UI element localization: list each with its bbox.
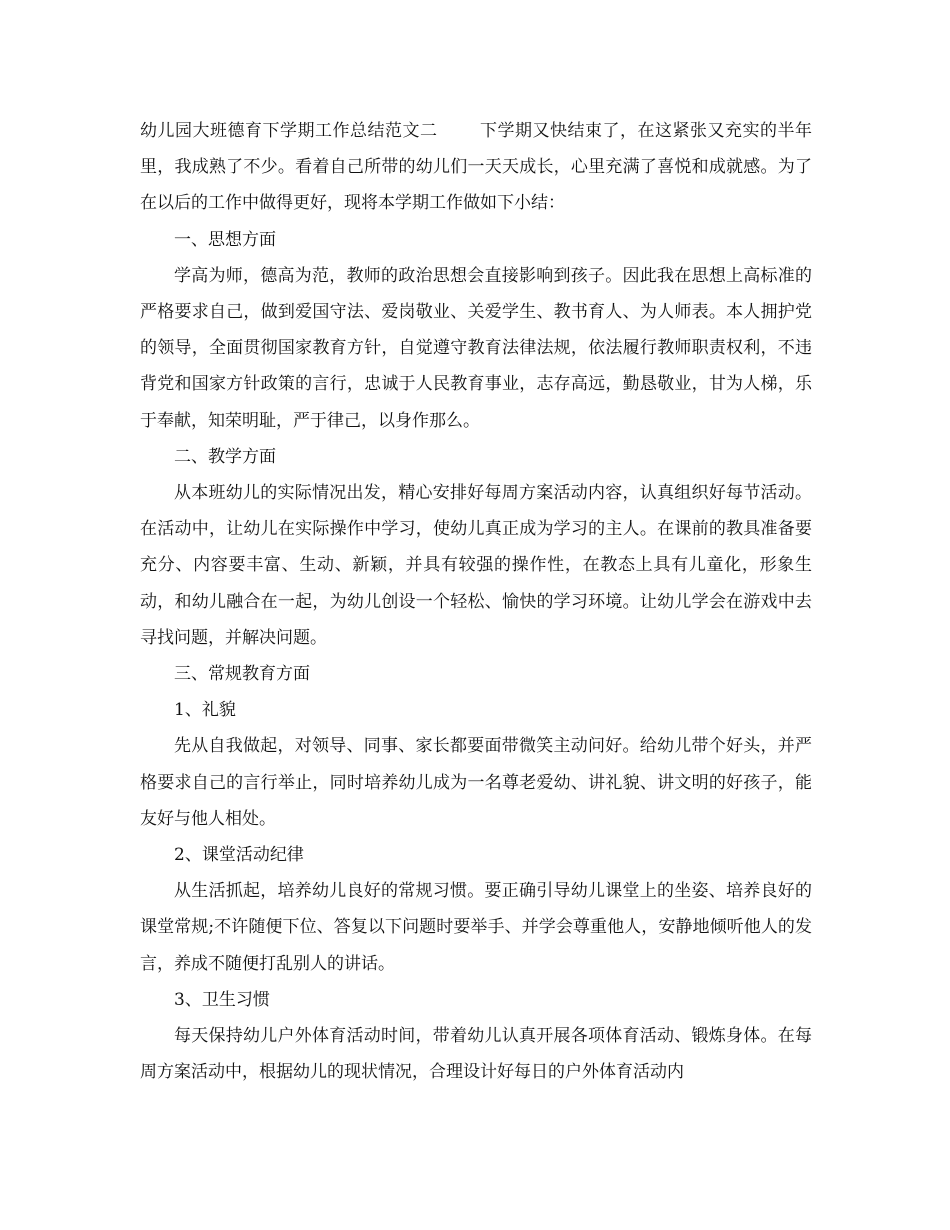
section-heading-thought: 一、思想方面 [174, 229, 276, 250]
intro-paragraph [140, 113, 812, 222]
document-body [140, 113, 812, 1090]
subsection-body-manners: 先从自我做起，对领导、同事、家长都要面带微笑主动问好。给幼儿带个好头，并严格要求自己的言行举止，同时培养幼儿成为一名尊老爱幼、讲礼貌、讲文明的好孩子，能友好与他人相处。 [140, 736, 812, 829]
subsection-body-discipline: 从生活抓起，培养幼儿良好的常规习惯。要正确引导幼儿课堂上的坐姿、培养良好的课堂常规;不许随便下位、答复以下问题时要举手、并学会尊重他人，安静地倾听他人的发言，养成不随便打乱别人的讲话。 [140, 881, 812, 974]
section-body-thought: 学高为师，德高为范，教师的政治思想会直接影响到孩子。因此我在思想上高标准的严格要求自己，做到爱国守法、爱岗敬业、关爱学生、教书育人、为人师表。本人拥护党的领导，全面贯彻国家教育方针，自觉遵守教育法律法规，依法履行教师职责权利，不违背党和国家方针政策的言行，忠诚于人民教育事业，志存高远，勤恳敬业，甘为人梯，乐于奉献，知荣明耻，严于律己，以身作那么。 [140, 265, 812, 431]
subsection-heading-manners: 1、礼貌 [174, 700, 236, 721]
section-heading-teaching: 二、教学方面 [174, 446, 276, 467]
section-body-teaching: 从本班幼儿的实际情况出发，精心安排好每周方案活动内容，认真组织好每节活动。在活动中，让幼儿在实际操作中学习，使幼儿真正成为学习的主人。在课前的教具准备要充分、内容要丰富、生动、新颖，并具有较强的操作性，在教态上具有儿童化，形象生动，和幼儿融合在一起，为幼儿创设一个轻松、愉快的学习环境。让幼儿学会在游戏中去寻找问题，并解决问题。 [140, 483, 812, 648]
section-heading-routine: 三、常规教育方面 [174, 664, 310, 685]
intro-text: 下学期又快结束了，在这紧张又充实的半年里，我成熟了不少。看着自己所带的幼儿们一天天成长，心里充满了喜悦和成就感。为了在以后的工作中做得更好，现将本学期工作做如下小结： [140, 121, 812, 214]
subsection-heading-discipline: 2、课堂活动纪律 [174, 845, 304, 866]
document-title: 幼儿园大班德育下学期工作总结范文二 [140, 121, 438, 141]
subsection-heading-hygiene: 3、卫生习惯 [174, 989, 270, 1010]
subsection-body-hygiene: 每天保持幼儿户外体育活动时间，带着幼儿认真开展各项体育活动、锻炼身体。在每周方案活动中，根据幼儿的现状情况，合理设计好每日的户外体育活动内 [140, 1026, 812, 1083]
